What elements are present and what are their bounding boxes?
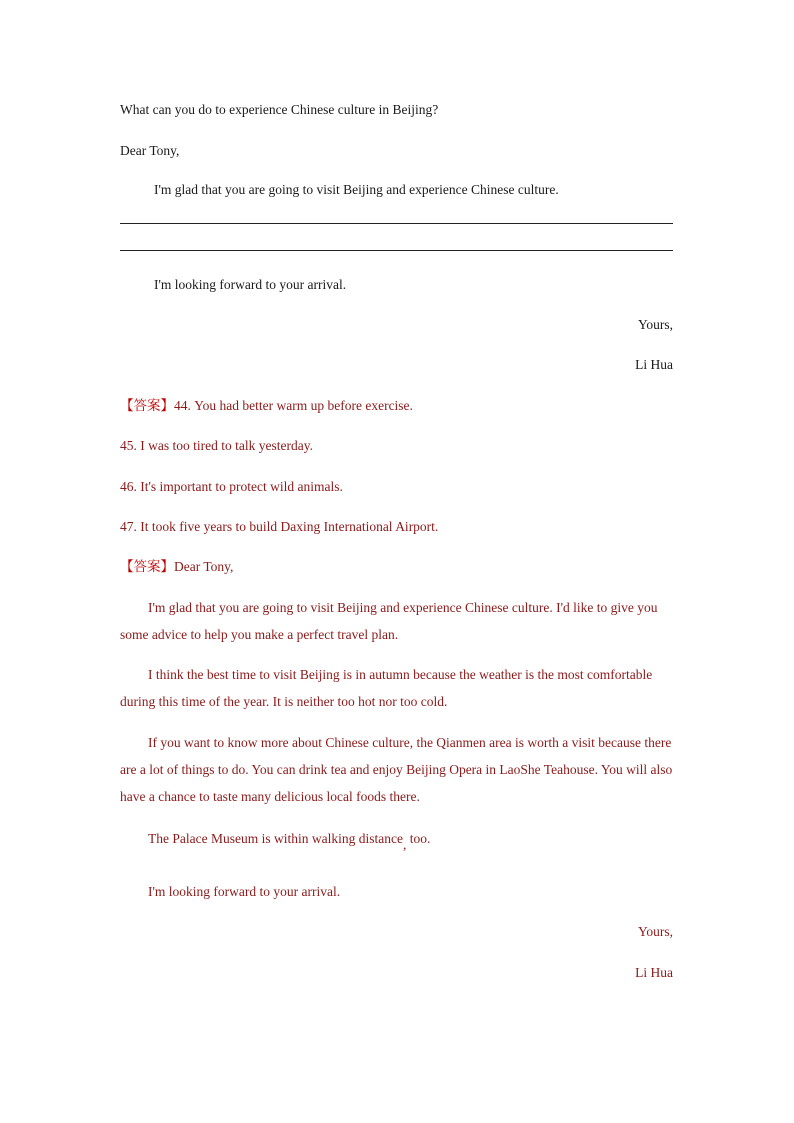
answer-tag: 【答案】 — [120, 559, 174, 574]
essay-palace-comma: , — [402, 837, 407, 852]
essay-paragraph-1: I'm glad that you are going to visit Beijing and experience Chinese culture. I'd like to give you some advice to help you make a perfect travel plan. — [120, 600, 658, 642]
essay-paragraph-3: If you want to know more about Chinese culture, the Qianmen area is worth a visit because there are a lot of things to do. You can drink tea and enjoy Beijing Opera in LaoShe Teahouse. You will also have a chance to taste many delicious local foods there. — [120, 735, 673, 804]
question-opening: I'm glad that you are going to visit Beijing and experience Chinese culture. — [154, 182, 559, 197]
answer-tag: 【答案】 — [120, 398, 174, 413]
answer-item-45: 45. I was too tired to talk yesterday. — [120, 438, 313, 453]
essay-signature: Li Hua — [635, 965, 673, 980]
answer-item-47: 47. It took five years to build Daxing International Airport. — [120, 519, 439, 534]
question-prompt: What can you do to experience Chinese culture in Beijing? — [120, 102, 439, 117]
essay-signoff: Yours, — [637, 924, 673, 939]
essay-closing: I'm looking forward to your arrival. — [148, 884, 341, 899]
question-greeting: Dear Tony, — [120, 143, 180, 158]
writing-line-1 — [120, 223, 673, 224]
essay-palace-line: The Palace Museum is within walking distance, too. — [148, 831, 431, 852]
answer-item-44: 【答案】44. You had better warm up before exercise. — [120, 398, 413, 413]
question-signoff: Yours, — [637, 317, 673, 332]
essay-greeting: 【答案】Dear Tony, — [120, 559, 234, 574]
question-closing: I'm looking forward to your arrival. — [154, 277, 347, 292]
essay-paragraph-2: I think the best time to visit Beijing is in autumn because the weather is the most comfortable during this time of the year. It is neither too hot nor too cold. — [120, 667, 653, 709]
answer-item-46: 46. It's important to protect wild animals. — [120, 479, 343, 494]
question-signature: Li Hua — [635, 357, 673, 372]
writing-line-2 — [120, 250, 673, 251]
